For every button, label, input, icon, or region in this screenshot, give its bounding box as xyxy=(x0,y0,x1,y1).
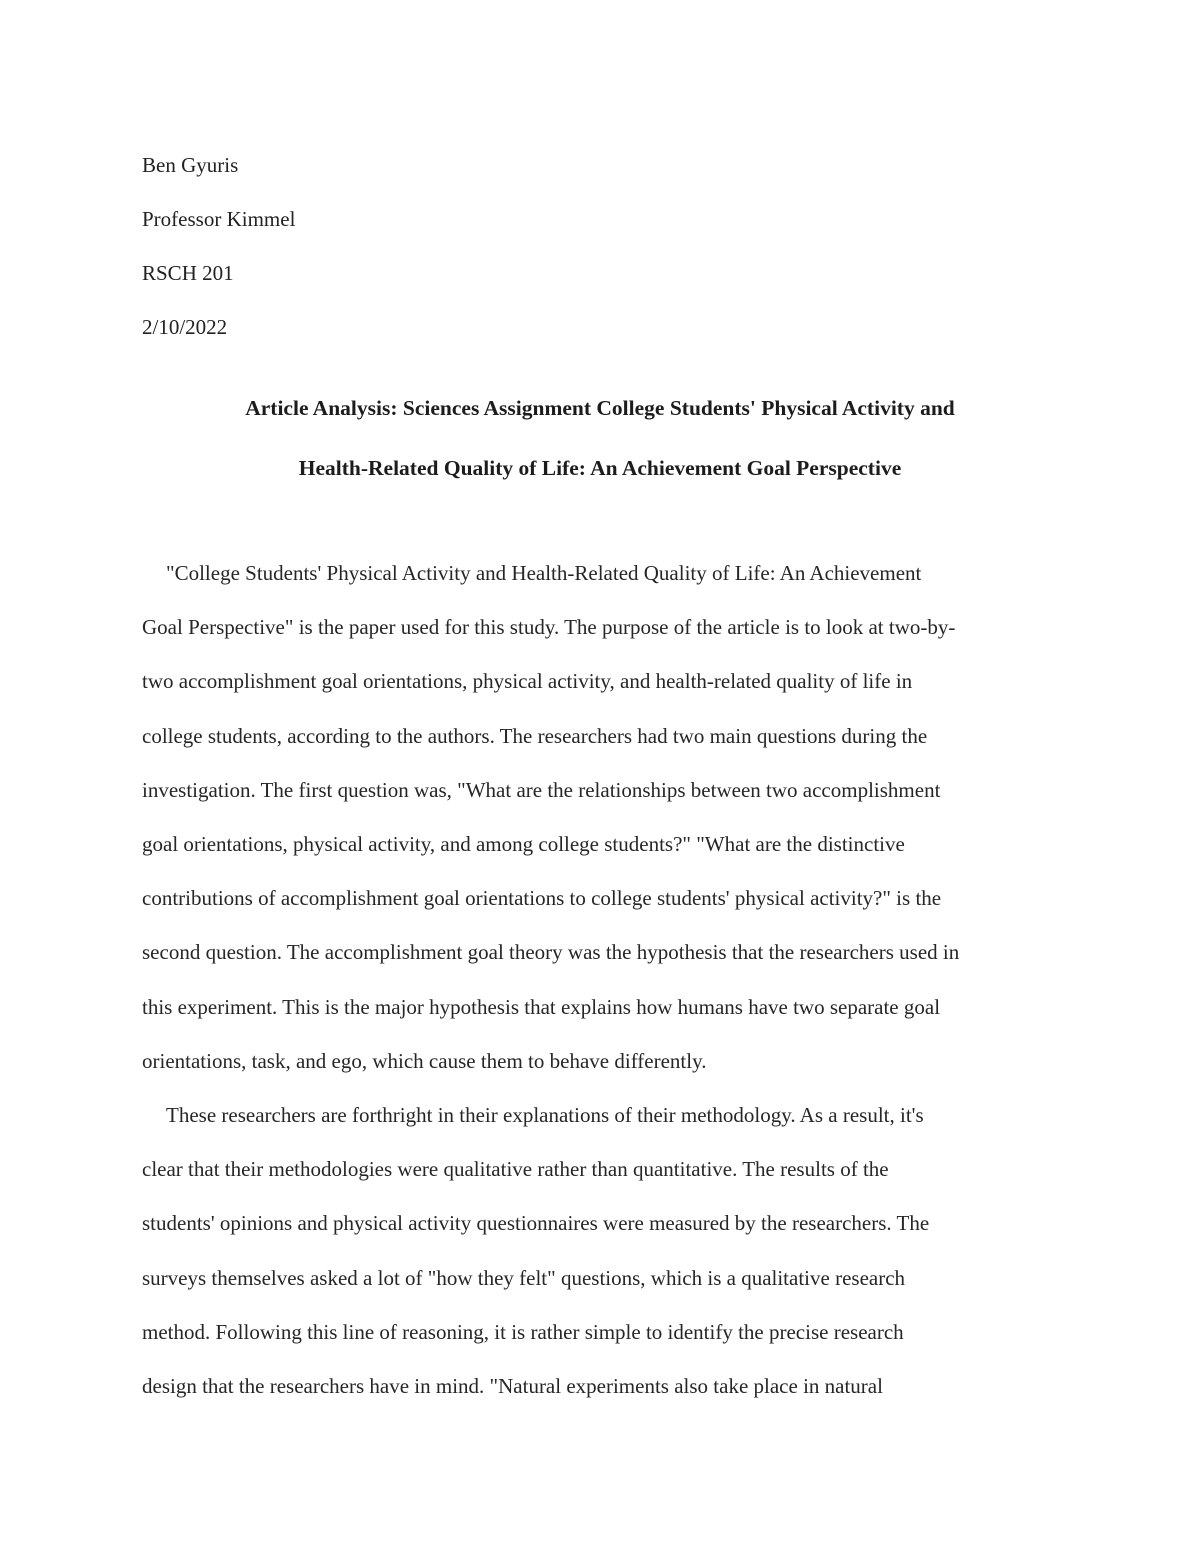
paragraph-line: second question. The accomplishment goal theory was the hypothesis that the researchers used in xyxy=(142,940,960,965)
document-header xyxy=(142,138,295,354)
paragraph-line: two accomplishment goal orientations, physical activity, and health-related quality of life in xyxy=(142,669,913,694)
paragraph-line: method. Following this line of reasoning, it is rather simple to identify the precise research xyxy=(142,1319,904,1344)
paragraph-line: orientations, task, and ego, which cause them to behave differently. xyxy=(142,1048,707,1073)
author-name: Ben Gyuris xyxy=(142,153,239,177)
document-date: 2/10/2022 xyxy=(142,315,228,339)
document-body xyxy=(142,546,1058,1413)
paragraph-line: goal orientations, physical activity, and among college students?" "What are the distinctive xyxy=(142,832,905,857)
document-title xyxy=(142,378,1058,498)
paragraph-line: students' opinions and physical activity questionnaires were measured by the researchers. The xyxy=(142,1211,930,1236)
paragraph-line: "College Students' Physical Activity and Health-Related Quality of Life: An Achievement xyxy=(166,561,922,585)
paragraph-2 xyxy=(142,1088,1058,1413)
paragraph-line: These researchers are forthright in their explanations of their methodology. As a result, it's xyxy=(166,1103,924,1128)
paragraph-line: Goal Perspective" is the paper used for this study. The purpose of the article is to look at two-by- xyxy=(142,615,956,640)
title-article-name-part-1: College Students' Physical Activity and xyxy=(596,396,955,420)
title-line-2: Health-Related Quality of Life: An Achievement Goal Perspective xyxy=(298,456,902,480)
paragraph-line: design that the researchers have in mind. "Natural experiments also take place in natural xyxy=(142,1374,883,1399)
paragraph-line: contributions of accomplishment goal orientations to college students' physical activity?" is the xyxy=(142,886,942,911)
title-prefix: Article Analysis: Sciences Assignment xyxy=(245,396,592,420)
paragraph-1 xyxy=(142,546,1058,1088)
paragraph-line: investigation. The first question was, "What are the relationships between two accomplishment xyxy=(142,777,941,802)
title-line-1 xyxy=(142,378,1058,438)
course-code: RSCH 201 xyxy=(142,261,234,285)
paragraph-line: college students, according to the authors. The researchers had two main questions during the xyxy=(142,723,928,748)
professor-name: Professor Kimmel xyxy=(142,207,296,231)
paragraph-line: this experiment. This is the major hypothesis that explains how humans have two separate goal xyxy=(142,994,941,1019)
paragraph-line: clear that their methodologies were qualitative rather than quantitative. The results of the xyxy=(142,1157,889,1182)
paragraph-line: surveys themselves asked a lot of "how they felt" questions, which is a qualitative research xyxy=(142,1265,906,1290)
